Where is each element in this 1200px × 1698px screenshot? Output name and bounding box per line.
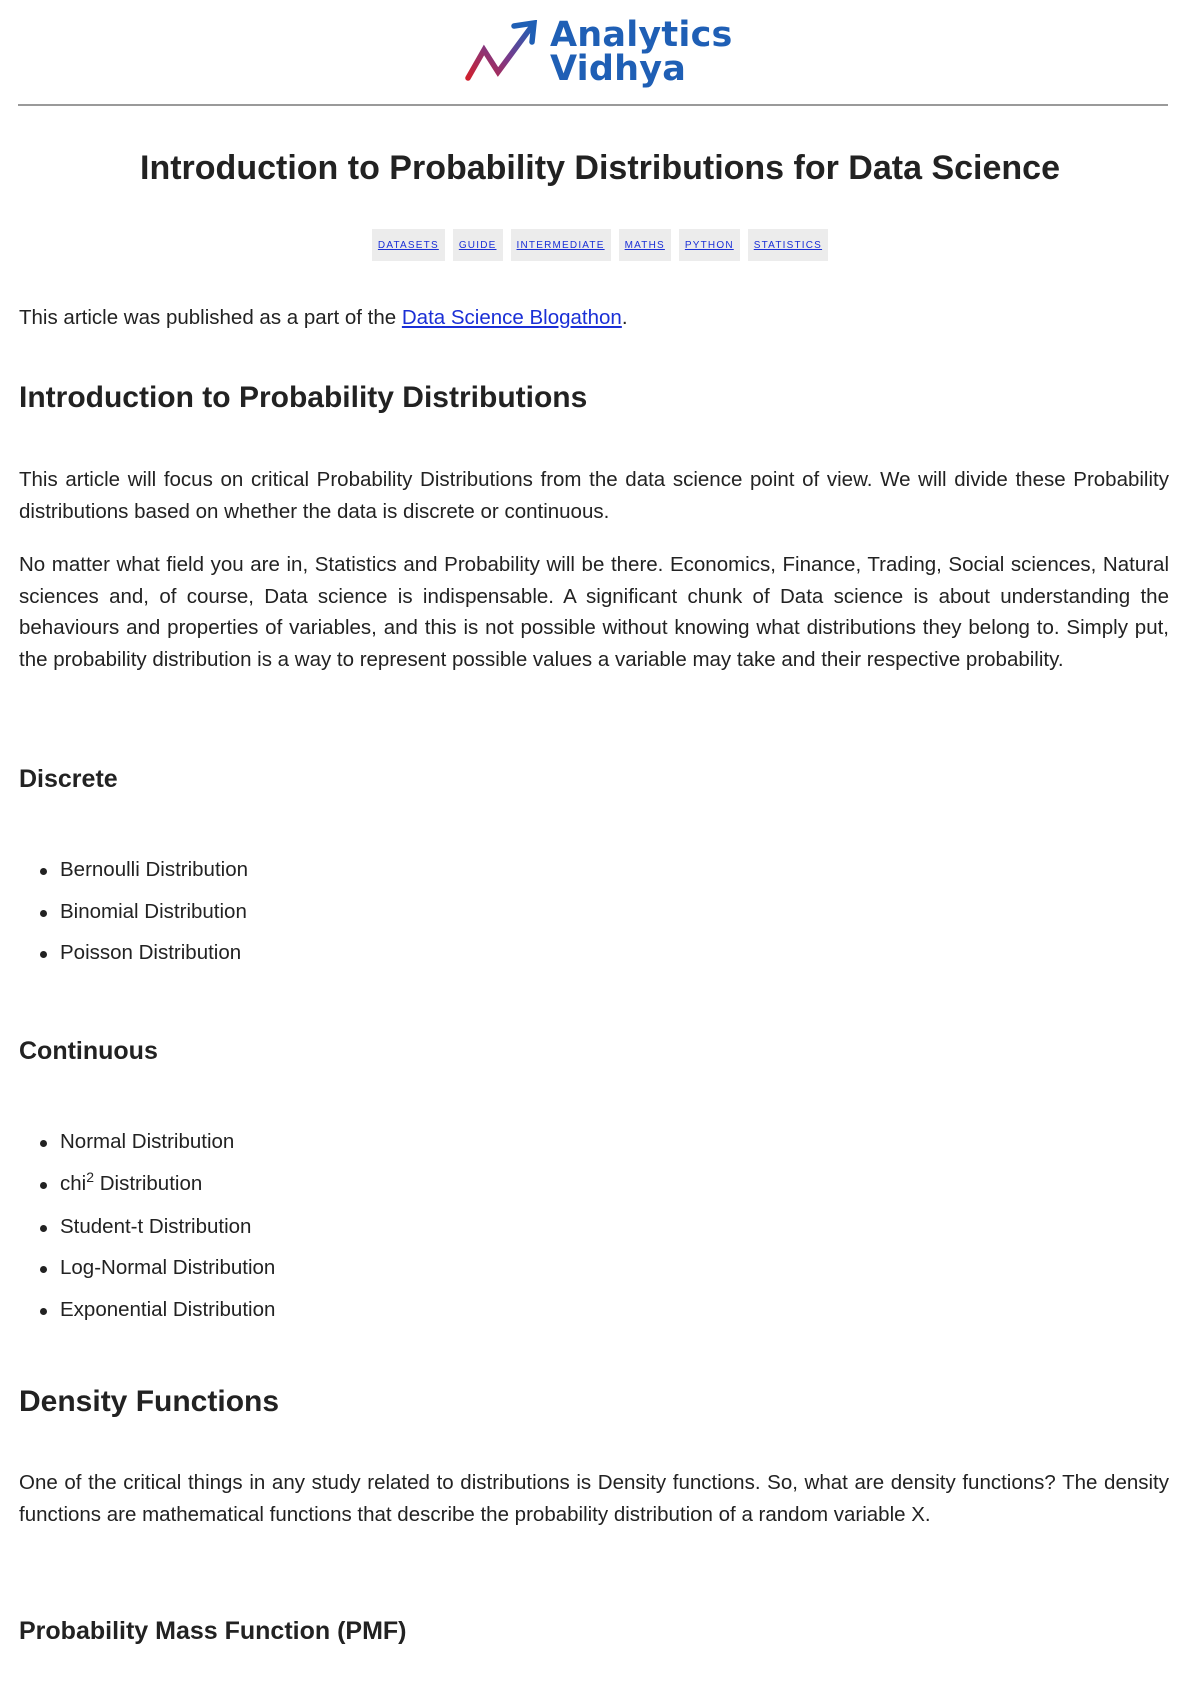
logo-wordmark xyxy=(550,15,733,89)
blogathon-link[interactable]: Data Science Blogathon xyxy=(401,306,622,329)
discrete-heading: Discrete xyxy=(19,765,118,793)
trend-arrow-icon xyxy=(464,20,544,84)
list-item: Exponential Distribution xyxy=(60,1295,275,1337)
chi-rest: Distribution xyxy=(94,1171,203,1195)
intro-heading: Introduction to Probability Distributions xyxy=(19,381,588,414)
tag-list xyxy=(0,229,1200,261)
chi-superscript: 2 xyxy=(86,1168,95,1185)
list-item: Normal Distribution xyxy=(60,1127,275,1169)
list-item: Log-Normal Distribution xyxy=(60,1253,275,1295)
site-header xyxy=(0,0,1200,108)
pmf-heading: Probability Mass Function (PMF) xyxy=(19,1617,407,1645)
intro-paragraph-2: No matter what field you are in, Statistics and Probability will be there. Economics, Finance, Trading, Social sciences, Natural sciences and, of course, Data science is indispensable. A significant chunk of Data science is about understanding the behaviours and properties of variables, and this is not possible without knowing what distributions they belong to. Simply put, the probability distribution is a way to represent possible values a variable may take and their respective probability. xyxy=(19,553,1169,671)
tag-python[interactable]: PYTHON xyxy=(679,229,740,261)
tag-statistics[interactable]: STATISTICS xyxy=(748,229,828,261)
logo-line-1: Analytics xyxy=(550,15,733,55)
continuous-list xyxy=(19,1127,275,1336)
list-item: Student-t Distribution xyxy=(60,1212,275,1254)
tag-intermediate[interactable]: INTERMEDIATE xyxy=(511,229,611,261)
chi-base: chi xyxy=(60,1171,87,1195)
tag-maths[interactable]: MATHS xyxy=(619,229,671,261)
list-item: Binomial Distribution xyxy=(60,897,248,939)
discrete-list xyxy=(19,855,248,980)
tag-guide[interactable]: GUIDE xyxy=(453,229,503,261)
blogathon-suffix: . xyxy=(621,306,628,329)
intro-paragraph-1: This article will focus on critical Probability Distributions from the data science point of view. We will divide these Probability distributions based on whether the data is discrete or continuous. xyxy=(19,468,1169,523)
logo-line-2: Vidhya xyxy=(550,49,687,89)
blogathon-note xyxy=(19,302,1169,334)
list-item: Bernoulli Distribution xyxy=(60,855,248,897)
list-item-chi xyxy=(60,1169,275,1212)
density-heading: Density Functions xyxy=(19,1385,280,1418)
analytics-vidhya-logo[interactable] xyxy=(464,15,733,89)
list-item: Poisson Distribution xyxy=(60,938,248,980)
density-paragraph: One of the critical things in any study related to distributions is Density functions. So, what are density functions? The density functions are mathematical functions that describe the probability distribution of a random variable X. xyxy=(19,1471,1169,1526)
tag-datasets[interactable]: DATASETS xyxy=(372,229,445,261)
continuous-heading: Continuous xyxy=(19,1037,158,1065)
blogathon-prefix: This article was published as a part of the xyxy=(19,306,402,329)
header-divider xyxy=(18,104,1168,106)
page-title: Introduction to Probability Distributions for Data Science xyxy=(140,149,1060,187)
